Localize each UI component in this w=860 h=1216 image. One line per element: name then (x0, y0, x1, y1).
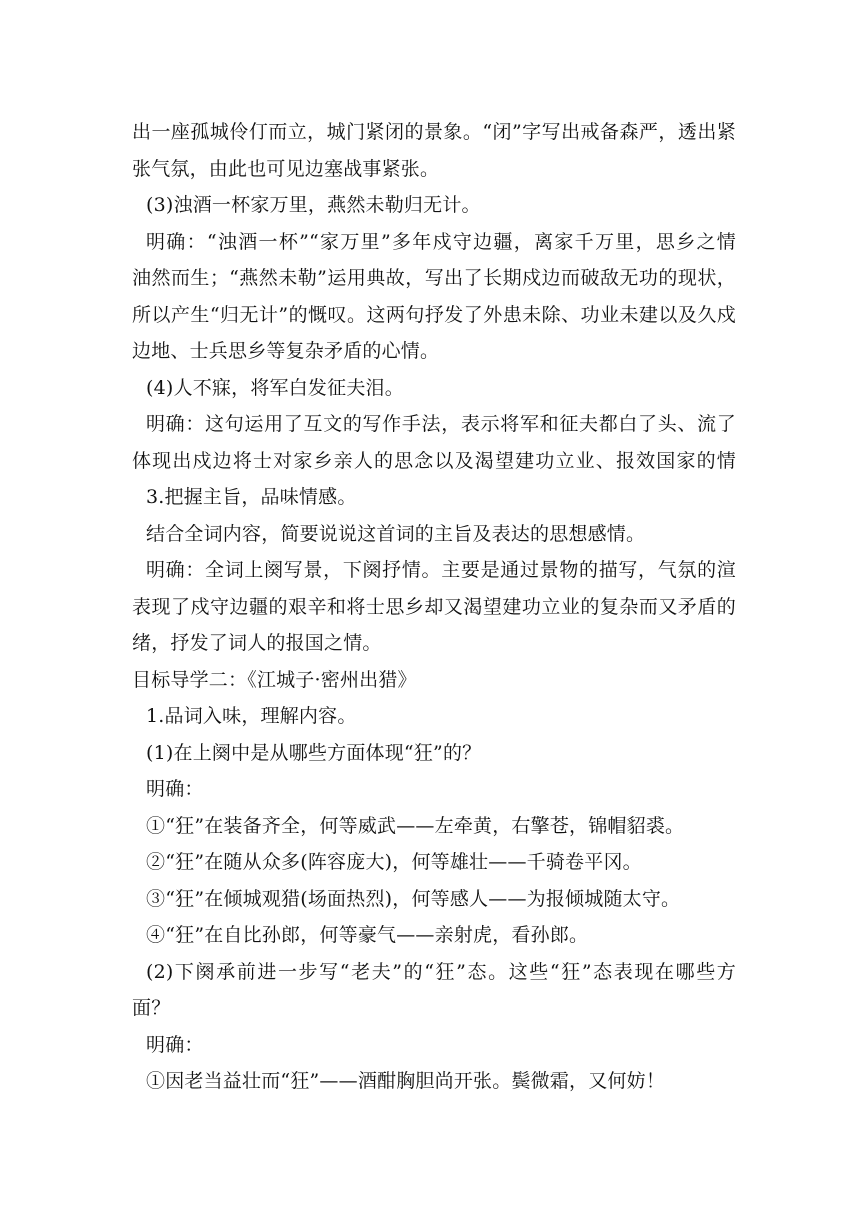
document-body (132, 114, 736, 1100)
text-line: 油然而生；“燕然未勒”运用典故，写出了长期戍边而破敌无功的现状， (132, 267, 736, 289)
text-line: 面？ (132, 997, 171, 1019)
text-line: 3.把握主旨，品味情感。 (146, 486, 357, 508)
text-line: ①“狂”在装备齐全，何等威武——左牵黄，右擎苍，锦帽貂裘。 (146, 814, 685, 837)
text-line: 明确：这句运用了互文的写作手法，表示将军和征夫都白了头、流了 (146, 413, 736, 435)
text-line: 出一座孤城伶仃而立，城门紧闭的景象。“闭”字写出戒备森严，透出紧 (132, 121, 736, 143)
text-line: ③“狂”在倾城观猎(场面热烈)，何等感人——为报倾城随太守。 (146, 887, 681, 910)
text-line: (1)在上阕中是从哪些方面体现“狂”的？ (146, 741, 482, 764)
text-line: (4)人不寐，将军白发征夫泪。 (146, 376, 404, 399)
text-line: 明确： (146, 1033, 204, 1056)
text-line: 明确：全词上阕写景，下阕抒情。主要是通过景物的描写，气氛的渲 (146, 559, 736, 581)
text-line: 边地、士兵思乡等复杂矛盾的心情。 (132, 340, 440, 362)
text-line: 张气氛，由此也可见边塞战事紧张。 (132, 157, 440, 180)
text-line: 表现了戍守边疆的艰辛和将士思乡却又渴望建功立业的复杂而又矛盾的 (132, 595, 736, 618)
text-line: ①因老当益壮而“狂”——酒酣胸胆尚开张。鬓微霜，又何妨！ (146, 1070, 666, 1092)
text-line: 明确： (146, 778, 204, 800)
text-line: 体现出戍边将士对家乡亲人的思念以及渴望建功立业、报效国家的情 (132, 449, 736, 472)
text-line: 结合全词内容，简要说说这首词的主旨及表达的思想感情。 (146, 522, 646, 545)
text-line: ②“狂”在随从众多(阵容庞大)，何等雄壮——千骑卷平冈。 (146, 851, 642, 873)
text-line: ④“狂”在自比孙郎，何等豪气——亲射虎，看孙郎。 (146, 924, 589, 946)
text-line: (3)浊酒一杯家万里，燕然未勒归无计。 (146, 194, 481, 216)
text-line: 所以产生“归无计”的慨叹。这两句抒发了外患未除、功业未建以及久戍 (132, 303, 736, 326)
text-line: 明确：“浊酒一杯”“家万里”多年戍守边疆，离家千万里，思乡之情 (146, 230, 736, 253)
text-line: 1.品词入味，理解内容。 (146, 705, 357, 727)
text-line: 目标导学二：《江城子·密州出猎》 (132, 668, 417, 691)
text-line: (2)下阕承前进一步写“老夫”的“狂”态。这些“狂”态表现在哪些方 (146, 960, 736, 983)
text-line: 绪，抒发了词人的报国之情。 (132, 632, 382, 654)
